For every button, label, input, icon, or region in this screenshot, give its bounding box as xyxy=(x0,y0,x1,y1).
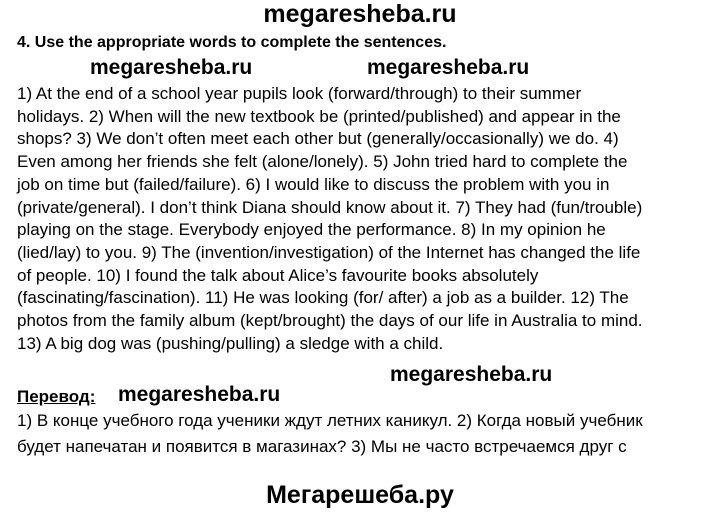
text-line: (fascinating/fascination). 11) He was looking (for/ after) a job as a builder. 12) The xyxy=(17,288,629,308)
text-line: photos from the family album (kept/brought) the days of our life in Australia to mind. xyxy=(17,311,643,331)
exercise-text xyxy=(17,83,717,355)
text-line: playing on the stage. Everybody enjoyed the performance. 8) In my opinion he xyxy=(17,220,606,240)
watermark-row-left: megaresheba.ru xyxy=(90,56,253,79)
text-line: (private/general). I don’t think Diana should know about it. 7) They had (fun/trouble) xyxy=(17,197,643,217)
watermark-beside-translation: megaresheba.ru xyxy=(118,383,281,406)
translation-heading: Перевод: xyxy=(17,387,96,406)
footer-site-title: Мегарешеба.ру xyxy=(266,481,454,509)
text-line: job on time but (failed/failure). 6) I would like to discuss the problem with you in xyxy=(17,174,610,194)
text-line: 13) A big dog was (pushing/pulling) a sledge with a child. xyxy=(17,333,444,353)
text-line: of people. 10) I found the talk about Alice’s favourite books absolutely xyxy=(17,265,539,285)
watermark-row-right: megaresheba.ru xyxy=(367,56,530,79)
exercise-heading: 4. Use the appropriate words to complete the sentences. xyxy=(17,34,447,51)
text-line: holidays. 2) When will the new textbook be (printed/published) and appear in the xyxy=(17,106,621,126)
watermark-above-translation: megaresheba.ru xyxy=(390,363,553,386)
text-line: Even among her friends she felt (alone/lonely). 5) John tried hard to complete the xyxy=(17,152,628,172)
text-line: 1) В конце учебного года ученики ждут летних каникул. 2) Когда новый учебник xyxy=(17,411,643,430)
top-site-title: megaresheba.ru xyxy=(263,0,457,28)
text-line: (lied/lay) to you. 9) The (invention/investigation) of the Internet has changed the life xyxy=(17,242,641,262)
translation-text xyxy=(17,408,717,460)
text-line: будет напечатан и появится в магазинах? 3) Мы не часто встречаемся друг с xyxy=(17,437,627,456)
text-line: 1) At the end of a school year pupils look (forward/through) to their summer xyxy=(17,84,582,103)
text-line: shops? 3) We don’t often meet each other but (generally/occasionally) we do. 4) xyxy=(17,129,619,149)
